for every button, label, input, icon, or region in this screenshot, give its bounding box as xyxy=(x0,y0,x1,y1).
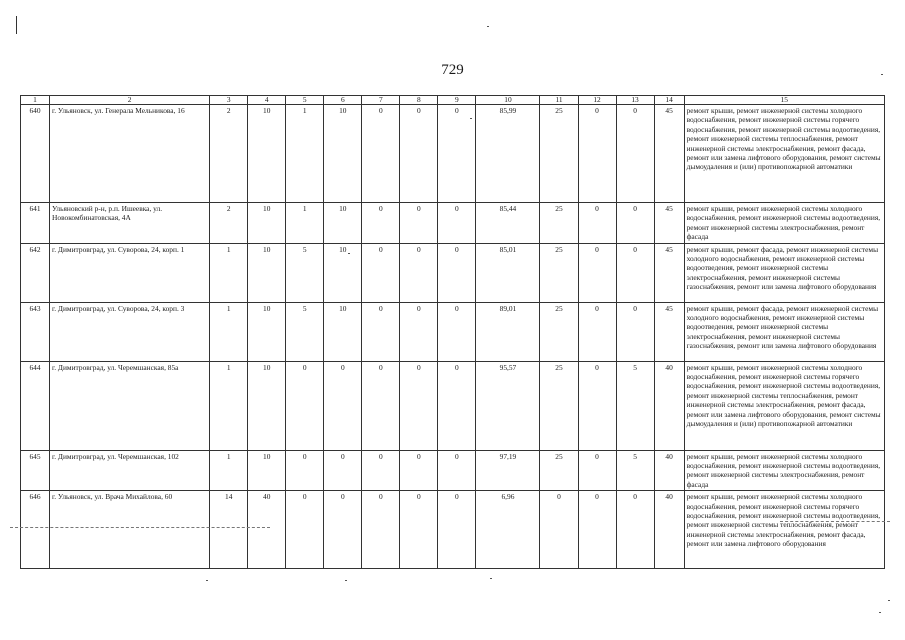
cell: 45 xyxy=(654,302,684,361)
cell: 85,44 xyxy=(476,203,540,244)
cell: 10 xyxy=(248,302,286,361)
cell: 0 xyxy=(324,450,362,491)
works-cell: ремонт крыши, ремонт фасада, ремонт инженерной системы холодного водоснабжения, ремонт инженерной системы водоотведения, ремонт инженерной системы электроснабжения, ремонт инженерной системы газоснабжения, ремонт или замена лифтового оборудования xyxy=(684,243,884,302)
cell: 0 xyxy=(578,361,616,450)
col-header: 13 xyxy=(616,96,654,105)
row-number: 640 xyxy=(21,105,50,203)
col-header: 4 xyxy=(248,96,286,105)
col-header: 10 xyxy=(476,96,540,105)
row-number: 644 xyxy=(21,361,50,450)
cell: 0 xyxy=(438,450,476,491)
cell: 0 xyxy=(438,243,476,302)
table-row xyxy=(21,361,885,450)
cell: 10 xyxy=(248,203,286,244)
cell: 0 xyxy=(362,361,400,450)
cell: 0 xyxy=(362,302,400,361)
scan-dash xyxy=(10,527,270,529)
scan-speck xyxy=(487,26,489,27)
cell: 1 xyxy=(286,203,324,244)
cell: 5 xyxy=(286,302,324,361)
cell: 0 xyxy=(400,491,438,569)
cell: 25 xyxy=(540,105,578,203)
repair-program-table xyxy=(20,95,885,569)
cell: 10 xyxy=(248,450,286,491)
cell: 5 xyxy=(286,243,324,302)
cell: 0 xyxy=(362,450,400,491)
cell: 40 xyxy=(654,361,684,450)
cell: 0 xyxy=(616,302,654,361)
cell: 10 xyxy=(248,243,286,302)
address-cell: г. Димитровград, ул. Черемшанская, 102 xyxy=(50,450,210,491)
cell: 85,99 xyxy=(476,105,540,203)
scan-speck xyxy=(490,578,492,579)
cell: 40 xyxy=(654,450,684,491)
row-number: 641 xyxy=(21,203,50,244)
margin-line xyxy=(16,16,17,34)
table-row xyxy=(21,450,885,491)
scan-speck xyxy=(888,600,890,601)
cell: 10 xyxy=(248,361,286,450)
cell: 2 xyxy=(210,203,248,244)
cell: 0 xyxy=(578,203,616,244)
cell: 0 xyxy=(400,203,438,244)
col-header: 14 xyxy=(654,96,684,105)
cell: 2 xyxy=(210,105,248,203)
cell: 89,01 xyxy=(476,302,540,361)
cell: 0 xyxy=(362,491,400,569)
cell: 0 xyxy=(578,302,616,361)
table-row xyxy=(21,105,885,203)
cell: 0 xyxy=(578,450,616,491)
works-cell: ремонт крыши, ремонт инженерной системы холодного водоснабжения, ремонт инженерной системы водоотведения, ремонт инженерной системы электроснабжения, ремонт фасада xyxy=(684,203,884,244)
col-header: 6 xyxy=(324,96,362,105)
address-cell: г. Димитровград, ул. Суворова, 24, корп. 1 xyxy=(50,243,210,302)
cell: 5 xyxy=(616,450,654,491)
cell: 25 xyxy=(540,450,578,491)
cell: 0 xyxy=(400,302,438,361)
scan-speck xyxy=(881,74,883,75)
col-header: 11 xyxy=(540,96,578,105)
cell: 0 xyxy=(438,361,476,450)
col-header: 3 xyxy=(210,96,248,105)
cell: 0 xyxy=(616,243,654,302)
works-cell: ремонт крыши, ремонт фасада, ремонт инженерной системы холодного водоснабжения, ремонт инженерной системы водоотведения, ремонт инженерной системы электроснабжения, ремонт инженерной системы газоснабжения, ремонт или замена лифтового оборудования xyxy=(684,302,884,361)
cell: 1 xyxy=(210,243,248,302)
cell: 0 xyxy=(438,105,476,203)
cell: 25 xyxy=(540,302,578,361)
cell: 1 xyxy=(210,302,248,361)
cell: 10 xyxy=(324,105,362,203)
address-cell: Ульяновский р-н, р.п. Ишеевка, ул. Новокомбинатовская, 4А xyxy=(50,203,210,244)
cell: 14 xyxy=(210,491,248,569)
table-row xyxy=(21,243,885,302)
cell: 45 xyxy=(654,243,684,302)
cell: 0 xyxy=(616,105,654,203)
col-header: 5 xyxy=(286,96,324,105)
cell: 10 xyxy=(324,203,362,244)
cell: 0 xyxy=(324,491,362,569)
address-cell: г. Димитровград, ул. Черемшанская, 85а xyxy=(50,361,210,450)
cell: 40 xyxy=(654,491,684,569)
cell: 0 xyxy=(286,450,324,491)
cell: 10 xyxy=(248,105,286,203)
cell: 6,96 xyxy=(476,491,540,569)
row-number: 642 xyxy=(21,243,50,302)
address-cell: г. Димитровград, ул. Суворова, 24, корп. 3 xyxy=(50,302,210,361)
cell: 0 xyxy=(362,203,400,244)
works-cell: ремонт крыши, ремонт инженерной системы холодного водоснабжения, ремонт инженерной системы горячего водоснабжения, ремонт инженерной системы водоотведения, ремонт инженерной системы теплоснабжения, ремонт инженерной системы электроснабжения, ремонт фасада, ремонт или замена лифтового оборудования, ремонт системы дымоудаления и (или) противопожарной автоматики xyxy=(684,105,884,203)
col-header: 9 xyxy=(438,96,476,105)
cell: 1 xyxy=(210,450,248,491)
row-number: 643 xyxy=(21,302,50,361)
cell: 0 xyxy=(400,105,438,203)
table-row xyxy=(21,302,885,361)
table-row xyxy=(21,491,885,569)
cell: 25 xyxy=(540,243,578,302)
table-row xyxy=(21,203,885,244)
col-header: 15 xyxy=(684,96,884,105)
cell: 97,19 xyxy=(476,450,540,491)
page-number: 729 xyxy=(441,62,464,78)
cell: 10 xyxy=(324,302,362,361)
cell: 0 xyxy=(616,203,654,244)
cell: 45 xyxy=(654,105,684,203)
cell: 0 xyxy=(438,203,476,244)
col-header: 12 xyxy=(578,96,616,105)
cell: 0 xyxy=(286,491,324,569)
cell: 85,01 xyxy=(476,243,540,302)
cell: 0 xyxy=(400,243,438,302)
scan-dash xyxy=(780,521,890,523)
cell: 0 xyxy=(286,361,324,450)
col-header: 7 xyxy=(362,96,400,105)
column-number-row xyxy=(21,96,885,105)
cell: 0 xyxy=(578,243,616,302)
row-number: 645 xyxy=(21,450,50,491)
col-header: 1 xyxy=(21,96,50,105)
scan-speck xyxy=(345,580,347,581)
cell: 5 xyxy=(616,361,654,450)
cell: 45 xyxy=(654,203,684,244)
cell: 40 xyxy=(248,491,286,569)
scan-speck xyxy=(470,118,472,119)
scan-speck xyxy=(879,612,881,613)
cell: 0 xyxy=(578,491,616,569)
cell: 1 xyxy=(210,361,248,450)
works-cell: ремонт крыши, ремонт инженерной системы холодного водоснабжения, ремонт инженерной системы горячего водоснабжения, ремонт инженерной системы водоотведения, ремонт инженерной системы теплоснабжения, ремонт инженерной системы электроснабжения, ремонт фасада, ремонт или замена лифтового оборудования xyxy=(684,491,884,569)
cell: 0 xyxy=(324,361,362,450)
cell: 25 xyxy=(540,203,578,244)
row-number: 646 xyxy=(21,491,50,569)
col-header: 8 xyxy=(400,96,438,105)
cell: 0 xyxy=(438,491,476,569)
cell: 25 xyxy=(540,361,578,450)
cell: 0 xyxy=(362,243,400,302)
cell: 0 xyxy=(400,450,438,491)
scan-speck xyxy=(348,253,350,254)
cell: 0 xyxy=(438,302,476,361)
cell: 1 xyxy=(286,105,324,203)
address-cell: г. Ульяновск, ул. Генерала Мельникова, 16 xyxy=(50,105,210,203)
cell: 0 xyxy=(362,105,400,203)
cell: 0 xyxy=(578,105,616,203)
scan-speck xyxy=(206,580,208,581)
cell: 0 xyxy=(616,491,654,569)
cell: 95,57 xyxy=(476,361,540,450)
address-cell: г. Ульяновск, ул. Врача Михайлова, 60 xyxy=(50,491,210,569)
cell: 0 xyxy=(400,361,438,450)
cell: 0 xyxy=(540,491,578,569)
works-cell: ремонт крыши, ремонт инженерной системы холодного водоснабжения, ремонт инженерной системы горячего водоснабжения, ремонт инженерной системы водоотведения, ремонт инженерной системы теплоснабжения, ремонт инженерной системы электроснабжения, ремонт фасада, ремонт или замена лифтового оборудования, ремонт системы дымоудаления и (или) противопожарной автоматики xyxy=(684,361,884,450)
cell: 10 xyxy=(324,243,362,302)
works-cell: ремонт крыши, ремонт инженерной системы холодного водоснабжения, ремонт инженерной системы водоотведения, ремонт инженерной системы электроснабжения, ремонт фасада xyxy=(684,450,884,491)
col-header: 2 xyxy=(50,96,210,105)
